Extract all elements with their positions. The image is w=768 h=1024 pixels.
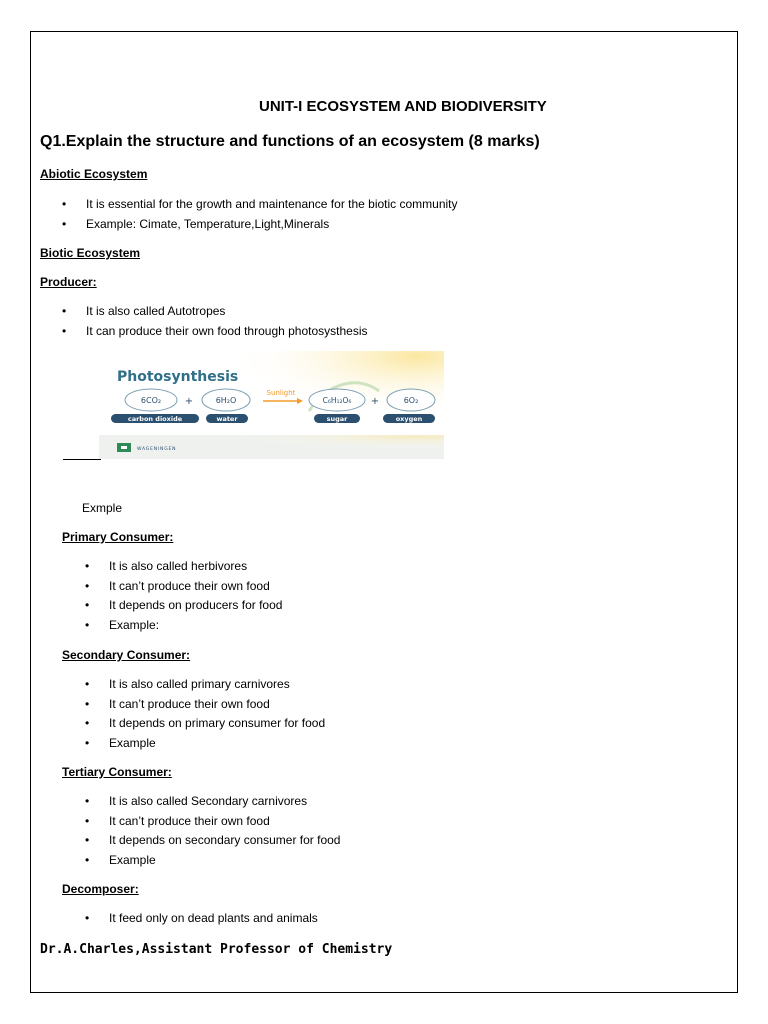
list-item: • It feed only on dead plants and animals (85, 909, 318, 929)
tertiary-consumer-list (85, 792, 340, 870)
example-text: Exmple (82, 501, 123, 515)
list-item: • Example: Cimate, Temperature,Light,Minerals (62, 215, 458, 235)
list-item: • It is also called herbivores (85, 557, 282, 577)
list-item: • Example: (85, 616, 282, 636)
plus-sign: + (370, 396, 380, 407)
plus-sign: + (184, 396, 194, 407)
secondary-consumer-heading: Secondary Consumer: (62, 648, 191, 662)
term-text: 6O₂ (403, 396, 419, 405)
term-text: C₆H₁₂O₆ (322, 396, 352, 405)
list-item: • Example (85, 851, 340, 871)
author-footer: Dr.A.Charles,Assistant Professor of Chemistry (40, 942, 393, 957)
list-item: • It is also called primary carnivores (85, 675, 325, 695)
list-item: • It can’t produce their own food (85, 695, 325, 715)
document-title: UNIT-I ECOSYSTEM AND BIODIVERSITY (259, 98, 547, 115)
arrow-label: Sunlight (266, 389, 296, 397)
list-item: • It depends on producers for food (85, 596, 282, 616)
list-item: • It depends on primary consumer for food (85, 714, 325, 734)
biotic-heading: Biotic Ecosystem (40, 246, 141, 260)
abiotic-list (62, 195, 458, 234)
label-text: carbon dioxide (127, 415, 183, 423)
producer-heading: Producer: (40, 275, 97, 289)
label-text: water (216, 415, 238, 423)
list-item: • It can’t produce their own food (85, 577, 282, 597)
list-item: • Example (85, 734, 325, 754)
term-text: 6H₂O (215, 396, 237, 405)
list-item: • It is also called Secondary carnivores (85, 792, 340, 812)
blank-underline (63, 459, 101, 460)
list-item: • It can produce their own food through photosysthesis (62, 322, 368, 342)
list-item: • It is essential for the growth and maintenance for the biotic community (62, 195, 458, 215)
term-text: 6CO₂ (140, 396, 162, 405)
question-heading: Q1.Explain the structure and functions of an ecosystem (8 marks) (40, 133, 540, 150)
logo-text: WAGENINGEN (137, 447, 177, 452)
primary-consumer-heading: Primary Consumer: (62, 530, 174, 544)
label-text: oxygen (395, 415, 423, 423)
decomposer-heading: Decomposer: (62, 882, 139, 896)
decomposer-list (85, 909, 318, 929)
secondary-consumer-list (85, 675, 325, 753)
figure-title: Photosynthesis (117, 369, 239, 385)
list-item: • It is also called Autotropes (62, 302, 368, 322)
list-item: • It depends on secondary consumer for food (85, 831, 340, 851)
tertiary-consumer-heading: Tertiary Consumer: (62, 765, 172, 779)
document-page (30, 31, 738, 993)
photosynthesis-image (99, 351, 444, 459)
abiotic-heading: Abiotic Ecosystem (40, 167, 148, 181)
list-item: • It can’t produce their own food (85, 812, 340, 832)
primary-consumer-list (85, 557, 282, 635)
producer-list (62, 302, 368, 341)
label-text: sugar (326, 415, 348, 423)
